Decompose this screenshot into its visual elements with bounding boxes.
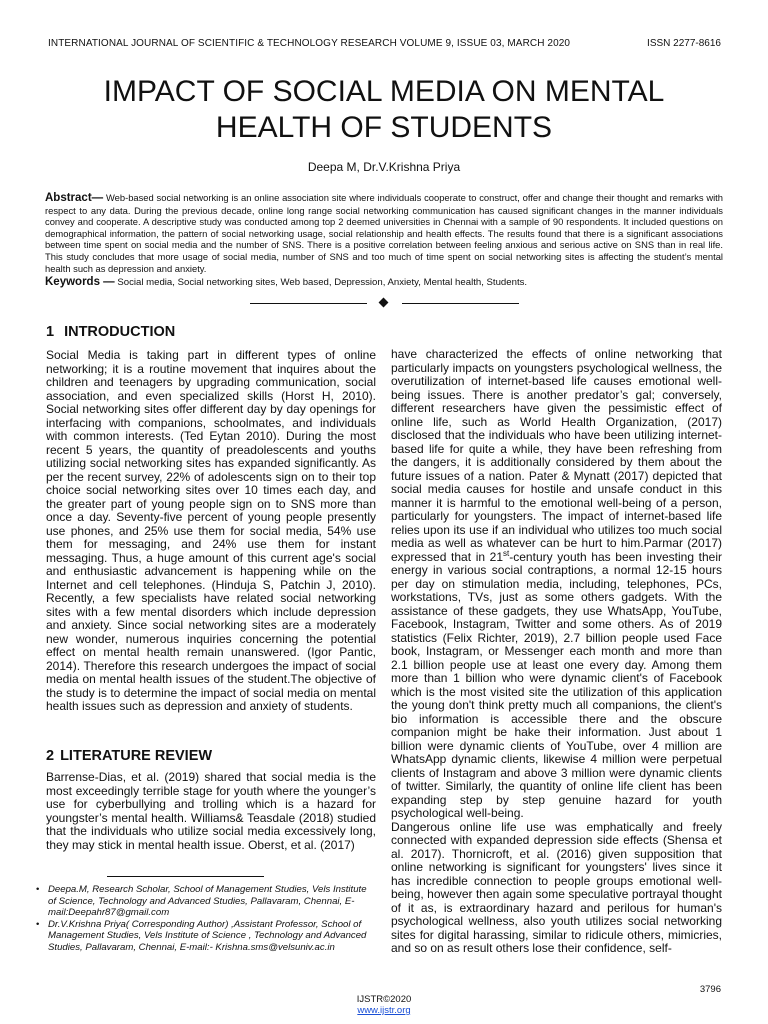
paragraph: Dangerous online life use was emphatically and freely connected with expanded depression side effects (Shensa et al. 2017). Thornicroft, et al. (2016) given supposition that online networking is significant for youngsters' lives since it has incredible connection to people groups emotional well-being, however then again some speculative portrayal thought of it as, is extraordinary hazard and perilous for human's psychological wellness, also youth utilizes social networking sites for digital harassing, similar to ridicule others, mimicries, and so on as result others lose their confidence, self-: [391, 819, 722, 955]
page-number: 3796: [699, 984, 721, 995]
title-line-2: HEALTH OF STUDENTS: [215, 111, 553, 144]
text-run: -century youth has been investing their energy in various social contraptions, a normal 12-15 hours per day on stimulation media, including, telephones, PCs, workstations, TVs, just as some others gadgets. With the assistance of these gadgets, they use WhatsApp, YouTube, Facebook, Instagram, Twitter and some others. As of 2019 statistics (Felix Richter, 2019), 2.7 billion people used Face book, Instagram, or Messenger each month and more than 2.1 billion people use at least one every day. Among them more than 1 billion who were dynamic client's of Facebook which is the most visited site the utilization of this application the young don't think pretty much all companions, the client's bio information is accessible there and the obscure companion might be hake their information. Just about 1 billion were dynamic clients of YouTube, over 4 million are WhatsApp dynamic clients, likewise 4 million were perpetual clients of Instagram and above 3 million were dynamic clients of twitter. Similarly, the quantity of online life client has been expanding step by step genuine hazard for youth psychological well-being.: [391, 549, 722, 820]
section-number: 1: [46, 324, 55, 340]
footnote-rule: [107, 876, 264, 877]
paragraph: Barrense-Dias, et al. (2019) shared that social media is the most exceedingly terrible stage for youth where the younger’s use for cyberbullying and trolling which is a hazard for youngster’s mental health. Williams& Teasdale (2018) studied that the individuals who utilize social media excessively long, they may stick in mental health issue. Oberst, et al. (2017): [46, 770, 376, 852]
copyright: IJSTR©2020: [356, 994, 412, 1005]
text-run: have characterized the effects of online networking that particularly impacts on youngsters psychological wellness, the overutilization of internet-based life causes emotional well-being issues. There is another predator’s gal; conversely, different researchers have given the pessimistic effect of online life, such as World Health Organization, (2017) disclosed that the individuals who have been utilizing internet-based life for quite a while, they have been refreshing from the dangers, it is additionally considered by them about the future issues of a nation. Pater & Mynatt (2017) depicted that social media causes for hostile and unsafe conduct in this manner it is harmful to the emotional well-being of a person, particularly for youngsters. The impact of internet-based life relies upon its use if an individual who utilizes too much social media as well as whatever can be hurt to him.Parmar (2017) expressed that in 21: [391, 347, 722, 564]
footnotes: [36, 884, 376, 953]
section-separator: [250, 297, 520, 311]
bullet-icon: •: [36, 884, 40, 895]
paragraph: [391, 348, 722, 821]
separator-diamond-icon: [379, 298, 389, 308]
page-footer: [0, 994, 768, 1016]
right-column-body: [391, 348, 722, 956]
abstract-text: Web-based social networking is an online association site where individuals cooperate to construct, offer and change their thought and remarks with respect to any data. During the previous decade, online long range social networking communication has caused significant changes in the manner individuals convey and cooperate. A descriptive study was conducted among top 2 deemed universities in Chennai with a sample of 90 respondents. It included questions on demographical information, the pattern of social networking usage, social relationship and health effects. The results found that there is a significant associations between time spent on social media and the number of SNS. There is a positive correlation between feeling anxious and serious active on SNS than in real life. This study concludes that more usage of social media, number of SNS and too much of time spent on social networking sites is affecting the student’s mental health such as depression and anxiety.: [45, 192, 723, 274]
section-heading-literature-review: [46, 748, 212, 764]
footnote-item: [36, 919, 376, 954]
separator-line-left: [250, 303, 367, 304]
literature-review-body: [46, 771, 376, 852]
keywords-label: Keywords —: [45, 276, 115, 288]
footnote-item: [36, 884, 376, 919]
superscript: st: [503, 548, 510, 558]
section-title: INTRODUCTION: [64, 324, 176, 340]
bullet-icon: •: [36, 918, 40, 930]
title-line-1: IMPACT OF SOCIAL MEDIA ON MENTAL: [103, 75, 665, 108]
section-number: 2: [46, 748, 55, 764]
abstract-label: Abstract—: [45, 192, 104, 204]
footnote-text: Dr.V.Krishna Priya( Corresponding Author) ,Assistant Professor, School of Management Studies, Vels Institute of Science , Technology and Advanced Studies, Pallavaram, Chennai, E-mail:- Krishna.sms@velsuniv.ac.in: [48, 918, 367, 953]
authors: Deepa M, Dr.V.Krishna Priya: [307, 160, 461, 174]
paper-title: [0, 74, 768, 146]
keywords-text: Social media, Social networking sites, Web based, Depression, Anxiety, Mental health, Students.: [114, 277, 528, 288]
introduction-body: [46, 349, 376, 714]
abstract: [45, 192, 723, 274]
section-heading-introduction: [46, 324, 175, 340]
issn: ISSN 2277-8616: [647, 38, 721, 49]
section-title: LITERATURE REVIEW: [60, 748, 213, 764]
journal-header: INTERNATIONAL JOURNAL OF SCIENTIFIC & TECHNOLOGY RESEARCH VOLUME 9, ISSUE 03, MARCH 2020: [48, 38, 571, 49]
keywords: [45, 276, 723, 289]
footnote-text: Deepa.M, Research Scholar, School of Management Studies, Vels Institute of Science, Technology and Advanced Studies, Pallavaram, Chennai, E-mail:Deepahr87@gmail.com: [48, 884, 367, 918]
journal-link[interactable]: www.ijstr.org: [357, 1005, 411, 1016]
separator-line-right: [402, 303, 519, 304]
paragraph: Social Media is taking part in different types of online networking; it is a routine movement that inquires about the children and teenagers by upgrading communication, social association, and even specialized skills (Horst H, 2010). Social networking sites offer different day by day openings for interfacing with companions, schoolmates, and individuals with common interests. (Ted Eytan 2010). During the most recent 5 years, the quantity of preadolescents and youths utilizing social networking sites has expanded significantly. As per the recent survey, 22% of adolescents sign on to their top choice social networking sites over 10 times each day, and the greater part of young people sign on to SNS more than once a day. Seventy-five percent of young people presently use phones, and 25% use them for social media, 54% use them for messaging, and 24% use them for instant messaging. Thus, a huge amount of this current age's social and enthusiastic advancement is happening while on the Internet and cell telephones. (Hinduja S, Patchin J, 2010). Recently, a few specialists have related social networking sites with a few mental disorders which include depression and anxiety. Since social networking sites are a moderately new wonder, numerous inquiries concerning the potential effect on mental health remain unanswered. (Igor Pantic, 2014). Therefore this research undergoes the impact of social media on mental health issues of the student.The objective of the study is to determine the impact of social media on mental health issues such as depression and anxiety of students.: [46, 348, 376, 713]
